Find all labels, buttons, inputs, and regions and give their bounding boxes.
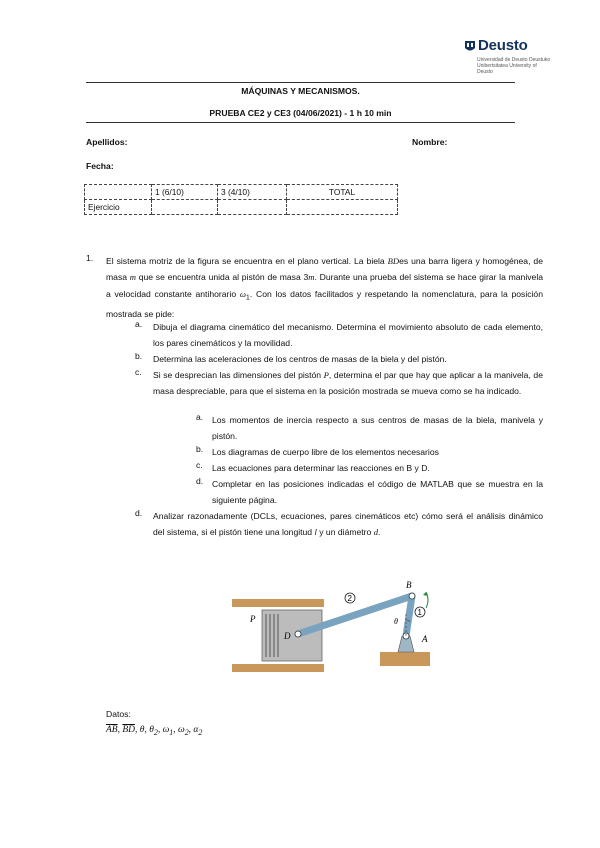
subitem-b-mark: b. [196, 444, 204, 454]
item-c-text: Si se desprecian las dimensiones del pistón P, determina el par que hay que aplicar a la manivela, de masa despreciable, para que el sistema en la posición mostrada se mueva como se ha indicado. [153, 370, 543, 397]
subitem-d-text: Completar en las posiciones indicadas el código de MATLAB que se muestra en la siguiente página. [212, 479, 543, 506]
score-row [85, 200, 398, 215]
datos-label: Datos: [106, 709, 131, 719]
ground-base [380, 652, 430, 666]
label-b: B [406, 580, 412, 590]
label-theta: θ [394, 617, 398, 626]
nombre-label: Nombre: [412, 137, 448, 147]
item-d-mark: d. [135, 508, 143, 518]
question-intro: El sistema motriz de la figura se encuentra en el plano vertical. La biela BDes una barra ligera y homogénea, de masa m que se encuentra unida al pistón de masa 3m. Durante una prueba del sistema se hace girar la manivela a velocidad constante antihorario $\omega_1$. Con los datos facilitados y respetando la nomenclatura, para la posición mostrada se pide: [106, 256, 544, 319]
header-bottom-rule [86, 122, 515, 123]
datos-vars: $\overline{AB}$, $\overline{BD}$, θ, $\theta_2$, $\omega_1$, $\omega_2$, $\alpha_2$ [106, 725, 203, 737]
score-header-q1: 1 (6/10) [152, 185, 218, 200]
label-link-2: 2 [347, 594, 352, 603]
score-header-total: TOTAL [287, 185, 398, 200]
score-row-label: Ejercicio [85, 200, 152, 215]
subitem-a-text: Los momentos de inercia respecto a sus centros de masas de la biela, manivela y pistón. [212, 415, 543, 442]
logo-subtitle: Universidad de Deusto Deustuko Unibertsitatea University of Deusto [477, 57, 551, 75]
question-number: 1. [86, 253, 94, 263]
item-c-mark: c. [135, 367, 142, 377]
subitem-a-mark: a. [196, 412, 204, 422]
label-a: A [422, 634, 428, 644]
apellidos-label: Apellidos: [86, 137, 128, 147]
subitem-c-text: Las ecuaciones para determinar las reacciones en B y D. [212, 463, 430, 473]
mechanism-figure [230, 574, 440, 674]
piston [262, 610, 322, 661]
score-header-empty [85, 185, 152, 200]
page-title: MÁQUINAS Y MECANISMOS. [241, 86, 360, 96]
score-cell-q3 [218, 200, 287, 215]
score-cell-q1 [152, 200, 218, 215]
item-b-text: Determina las aceleraciones de los centros de masas de la biela y del pistón. [153, 354, 447, 364]
header-top-rule [86, 82, 515, 83]
score-header-q3: 3 (4/10) [218, 185, 287, 200]
label-d: D [284, 631, 291, 641]
item-d-text: Analizar razonadamente (DCLs, ecuaciones, pares cinemáticos etc) cómo será el análisis dinámico del sistema, si el pistón tiene una longitud l y un diámetro d. [153, 511, 543, 538]
page-subtitle: PRUEBA CE2 y CE3 (04/06/2021) - 1 h 10 min [209, 108, 392, 118]
cylinder-bottom-wall [232, 664, 324, 672]
deusto-emblem-icon [464, 40, 476, 53]
item-a-mark: a. [135, 319, 143, 329]
label-p: P [250, 614, 256, 624]
item-a-text: Dibuja el diagrama cinemático del mecanismo. Determina el movimiento absoluto de cada elemento, los pares cinemáticos y la movilidad. [153, 322, 543, 349]
logo-name: Deusto [478, 37, 528, 54]
score-header-row [85, 185, 398, 200]
subitem-d-mark: d. [196, 476, 204, 486]
item-b-mark: b. [135, 351, 143, 361]
cylinder-top-wall [232, 599, 324, 607]
subitem-c-mark: c. [196, 460, 203, 470]
score-table [84, 184, 398, 215]
score-cell-total [287, 200, 398, 215]
joint-d [295, 631, 301, 637]
fecha-label: Fecha: [86, 161, 114, 171]
label-link-1: 1 [417, 608, 422, 617]
joint-b [409, 593, 415, 599]
subitem-b-text: Los diagramas de cuerpo libre de los elementos necesarios [212, 447, 439, 457]
